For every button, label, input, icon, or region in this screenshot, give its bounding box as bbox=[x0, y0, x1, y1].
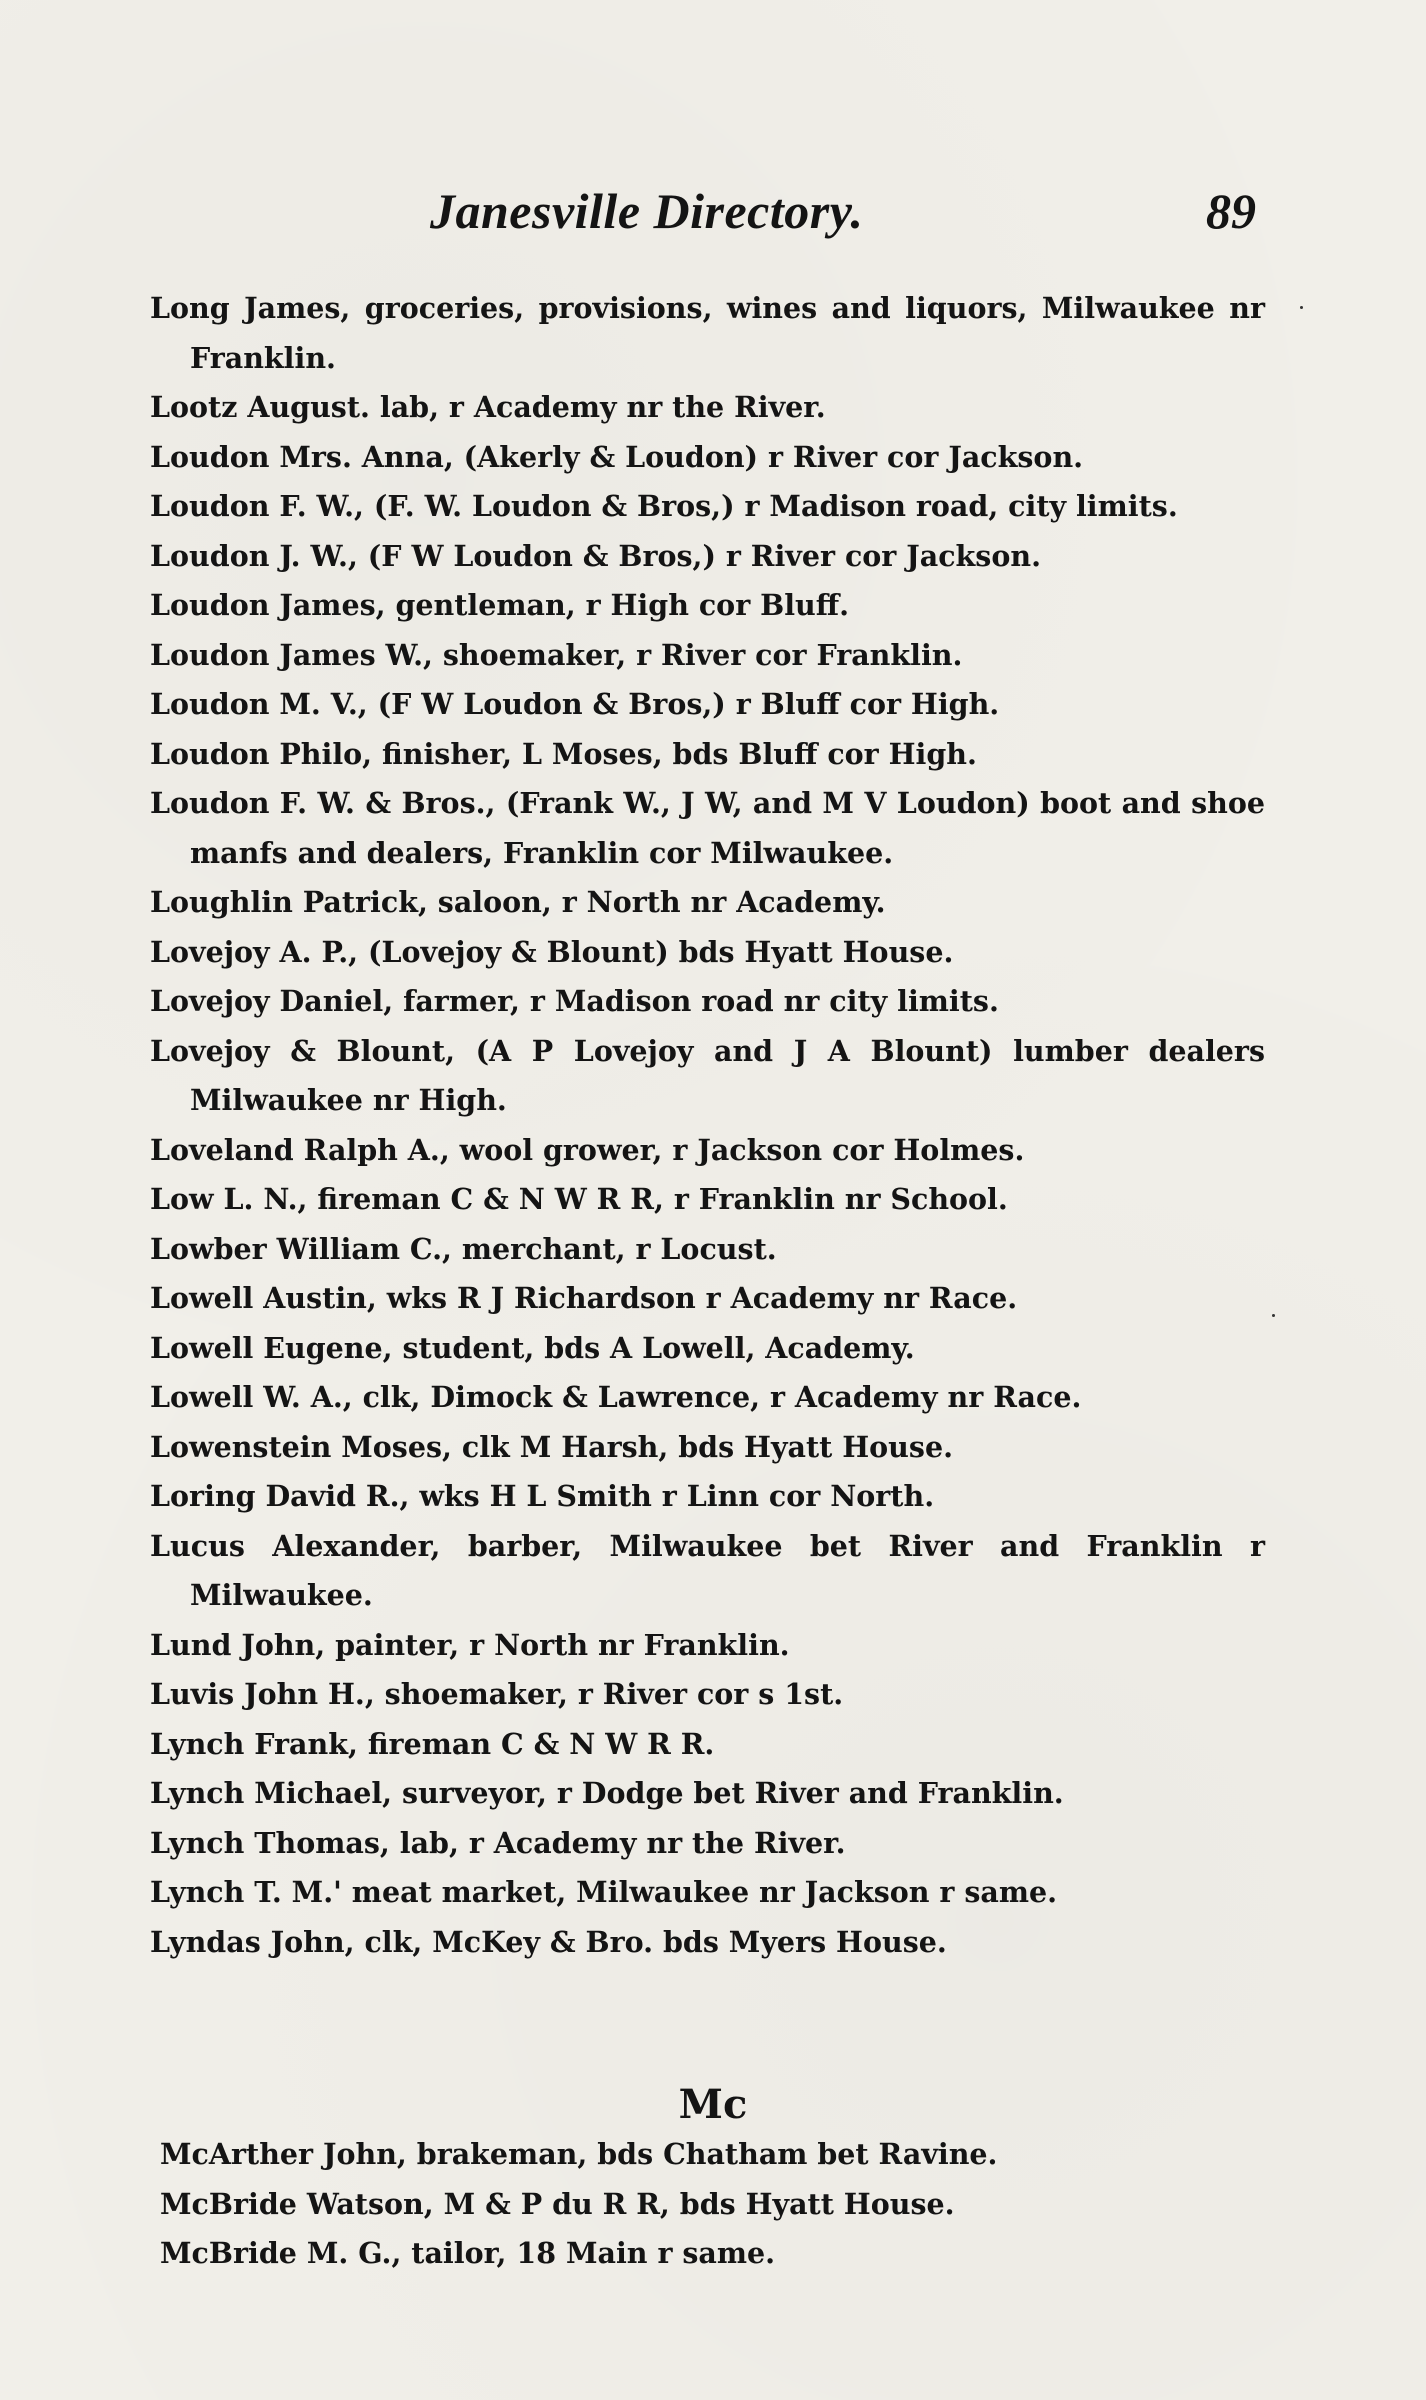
directory-entry: Lowell Austin, wks R J Richardson r Academy nr Race. bbox=[150, 1281, 1018, 1315]
directory-entry: Lyndas John, clk, McKey & Bro. bds Myers House. bbox=[150, 1924, 947, 1959]
directory-entry: Lowenstein Moses, clk M Harsh, bds Hyatt House. bbox=[150, 1429, 953, 1464]
directory-entry: Long James, groceries, provisions, wines and liquors, Milwaukee nr Franklin. bbox=[150, 291, 1265, 375]
directory-entry: Loudon Mrs. Anna, (Akerly & Loudon) r River cor Jackson. bbox=[150, 439, 1084, 474]
directory-entry: Loudon Philo, finisher, L Moses, bds Bluff cor High. bbox=[150, 736, 977, 771]
directory-entry: Lowber William C., merchant, r Locust. bbox=[150, 1231, 777, 1266]
page-number: 89 bbox=[1206, 183, 1256, 239]
directory-entry: Low L. N., fireman C & N W R R, r Franklin nr School. bbox=[150, 1182, 1008, 1216]
running-title: Janesville Directory. bbox=[430, 183, 864, 239]
directory-entry: Lovejoy Daniel, farmer, r Madison road nr city limits. bbox=[150, 984, 999, 1018]
directory-entry: Luvis John H., shoemaker, r River cor s 1st. bbox=[150, 1677, 844, 1711]
directory-entry: Loudon James, gentleman, r High cor Bluff. bbox=[150, 588, 850, 622]
directory-entry: Lovejoy A. P., (Lovejoy & Blount) bds Hyatt House. bbox=[150, 934, 954, 969]
directory-entry: Lynch Michael, surveyor, r Dodge bet River and Franklin. bbox=[150, 1776, 1064, 1810]
directory-entry: Lucus Alexander, barber, Milwaukee bet River and Franklin r Milwaukee. bbox=[150, 1528, 1265, 1612]
directory-entry: Lynch Thomas, lab, r Academy nr the River. bbox=[150, 1825, 846, 1860]
directory-entry: McBride Watson, M & P du R R, bds Hyatt House. bbox=[160, 2186, 955, 2221]
section-heading: Mc bbox=[678, 2081, 748, 2128]
directory-entry: Lowell W. A., clk, Dimock & Lawrence, r Academy nr Race. bbox=[150, 1380, 1082, 1414]
directory-entry: Loudon F. W. & Bros., (Frank W., J W, and M V Loudon) boot and shoe manfs and dealers, Franklin cor Milwaukee. bbox=[150, 786, 1265, 870]
directory-entry: Loudon F. W., (F. W. Loudon & Bros,) r Madison road, city limits. bbox=[150, 489, 1178, 523]
page-header bbox=[430, 182, 1270, 242]
directory-entries bbox=[150, 284, 1265, 1967]
directory-entry: Lynch T. M.' meat market, Milwaukee nr Jackson r same. bbox=[150, 1875, 1058, 1909]
directory-entry: Lund John, painter, r North nr Franklin. bbox=[150, 1627, 790, 1662]
directory-entry: Loughlin Patrick, saloon, r North nr Academy. bbox=[150, 885, 886, 919]
directory-entry: Loudon James W., shoemaker, r River cor Franklin. bbox=[150, 637, 963, 672]
directory-entry: McArther John, brakeman, bds Chatham bet Ravine. bbox=[160, 2137, 998, 2171]
mc-entries bbox=[160, 2130, 1265, 2279]
directory-entry: Lovejoy & Blount, (A P Lovejoy and J A Blount) lumber dealers Milwaukee nr High. bbox=[150, 1033, 1265, 1117]
directory-entry: Loring David R., wks H L Smith r Linn cor North. bbox=[150, 1479, 935, 1513]
directory-entry: Loudon J. W., (F W Loudon & Bros,) r River cor Jackson. bbox=[150, 538, 1041, 573]
directory-entry: McBride M. G., tailor, 18 Main r same. bbox=[160, 2236, 776, 2270]
print-speck bbox=[1272, 1314, 1275, 1317]
directory-entry: Loveland Ralph A., wool grower, r Jackson cor Holmes. bbox=[150, 1132, 1025, 1167]
print-speck bbox=[1300, 306, 1303, 309]
directory-entry: Lowell Eugene, student, bds A Lowell, Academy. bbox=[150, 1330, 915, 1365]
directory-entry: Lynch Frank, fireman C & N W R R. bbox=[150, 1726, 715, 1761]
directory-entry: Loudon M. V., (F W Loudon & Bros,) r Bluff cor High. bbox=[150, 687, 1000, 721]
directory-entry: Lootz August. lab, r Academy nr the River. bbox=[150, 390, 826, 424]
